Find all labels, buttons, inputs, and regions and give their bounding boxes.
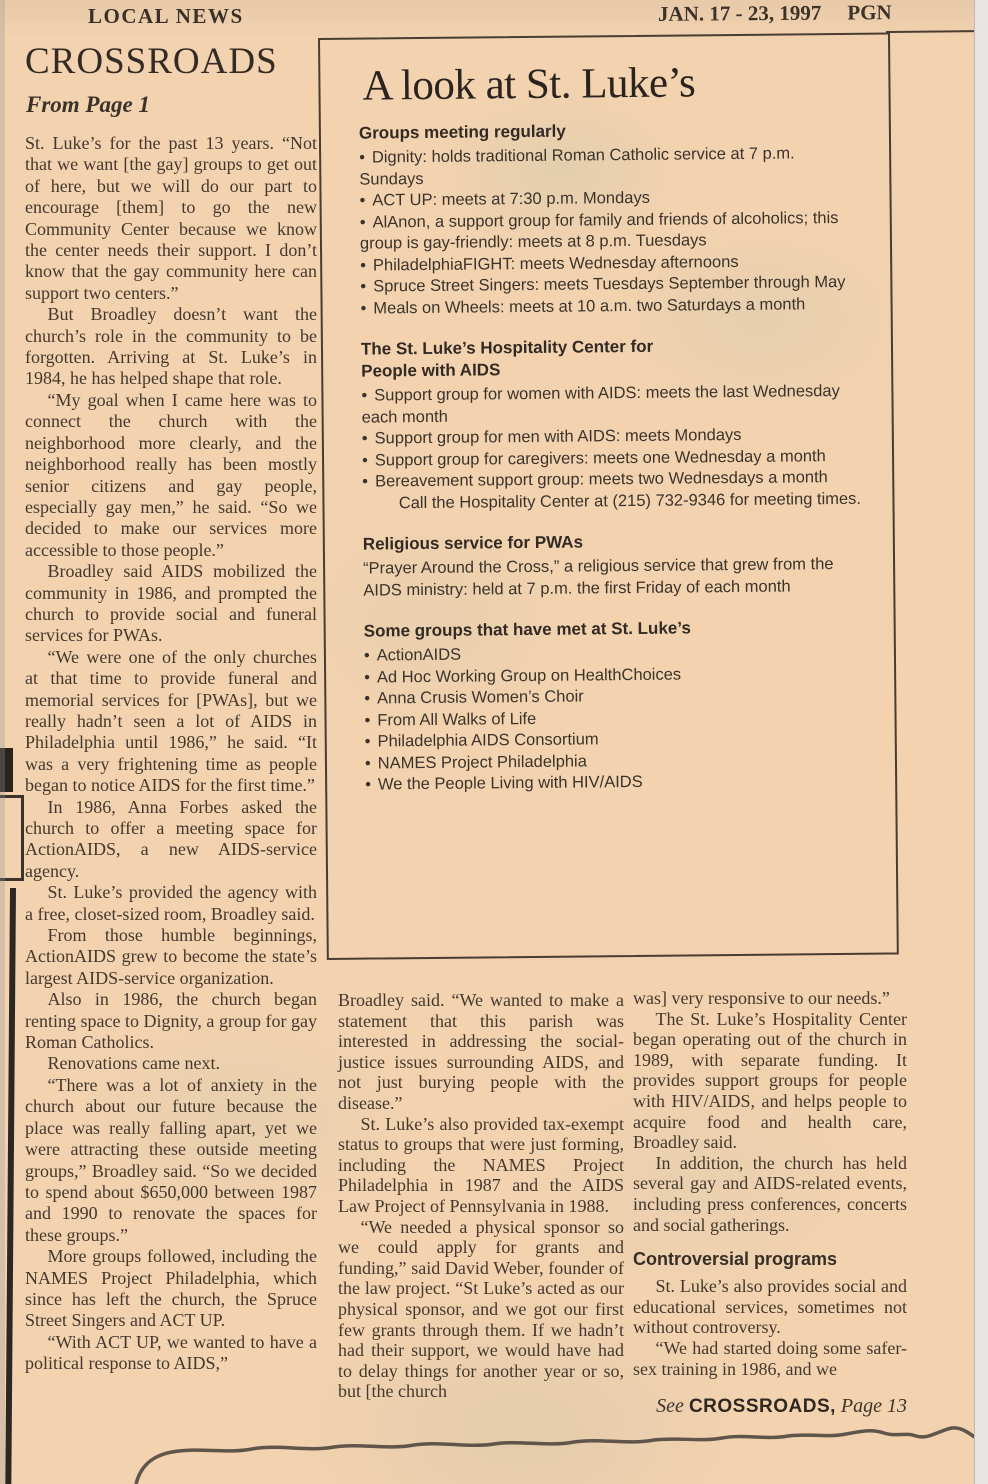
paragraph: “My goal when I came here was to connect the church with the neighborhood more clearly, and the neighborhood really has been mostly senior citizens and gay people, especially gay men,” he said. “So we decided to make our services more accessible to those people.” [25,389,317,560]
adjacent-column-artifact [5,888,16,1484]
bullet-icon: • [364,732,371,751]
list-item-text: AlAnon, a support group for family and friends of alcoholics; this group is gay-friendly: meets at 8 p.m. Tuesdays [359,208,839,253]
paragraph: “With ACT UP, we wanted to have a political response to AIDS,” [25,1331,317,1374]
list-item-text: Meals on Wheels: meets at 10 a.m. two Saturdays a month [373,294,806,317]
torn-edge-graphic [0,1426,988,1484]
list-item [365,770,869,796]
section-heading: Religious service for PWAs [362,532,584,554]
sidebar-section-religious [363,529,868,602]
masthead-date: JAN. 17 - 23, 1997 [658,0,822,26]
list-item [361,381,865,429]
paragraph: More groups followed, including the NAMES Project Philadelphia, which since has left the church, the Spruce Street Singers and ACT UP. [25,1246,317,1331]
section-text: “Prayer Around the Cross,” a religious service that grew from the AIDS ministry: held at 7 p.m. the first Friday of each month [363,555,834,600]
paragraph: In 1986, Anna Forbes asked the church to offer a meeting space for ActionAIDS, a new AIDS-service agency. [25,796,317,881]
list-item-text: Ad Hoc Working Group on HealthChoices [376,665,682,686]
bullet-icon: • [364,668,371,687]
bullet-icon: • [362,472,369,491]
list-item [360,293,864,319]
paragraph: St. Luke’s also provides social and educational services, sometimes not without controversy. [633,1276,907,1338]
list-item-text: Philadelphia AIDS Consortium [377,730,599,751]
list-item-text: NAMES Project Philadelphia [377,751,587,772]
bullet-icon: • [360,256,367,275]
paragraph: But Broadley doesn’t want the church’s role in the community to be forgotten. Arriving at St. Luke’s in 1984, he has helped shape that role. [25,304,317,389]
paragraph: was] very responsive to our needs.” [633,988,890,1008]
sidebar-section-groups [359,118,865,320]
see-label: See [656,1395,689,1418]
jump-line [633,1395,907,1418]
bullet-icon: • [364,754,371,773]
sidebar-section-hospitality [361,334,867,515]
paragraph: The St. Luke’s Hospitality Center began operating out of the church in 1989, with separate funding. It provides support groups for people with HIV/AIDS, and helps people to acquire food and health care, Broadley said. [633,1008,907,1153]
paragraph: From those humble beginnings, ActionAIDS grew to become the state’s largest AIDS-service organization. [25,925,317,988]
bullet-icon: • [361,386,368,405]
continuation-note: From Page 1 [26,92,150,117]
bullet-icon: • [359,148,366,167]
list-item-text: Support group for men with AIDS: meets Mondays [374,425,742,448]
paragraph: “We had started doing some safer-sex training in 1986, and we [633,1337,907,1379]
bullet-icon: • [360,277,367,296]
list-item-text: We the People Living with HIV/AIDS [377,772,643,794]
list-item-text: Support group for caregivers: meets one Wednesday a month [374,446,826,469]
list-item-text: From All Walks of Life [377,709,537,729]
list-item [360,207,864,255]
list-item-text: Spruce Street Singers: meets Tuesdays September through May [373,272,846,296]
bullet-icon: • [360,299,367,318]
list-item [359,143,863,191]
bullet-icon: • [365,775,372,794]
bullet-icon: • [359,213,366,232]
list-item-text: PhiladelphiaFIGHT: meets Wednesday afternoons [372,252,739,274]
paragraph: Broadley said. “We wanted to make a statement that this parish was interested in addressing the social-justice issues surrounding AIDS, and not just burying people with the disease.” [338,990,624,1113]
bullet-icon: • [363,646,370,665]
jump-ref: CROSSROADS, [688,1396,836,1418]
list-item-text: ActionAIDS [376,645,462,665]
subsection-heading: Controversial programs [633,1249,838,1270]
paragraph: “We needed a physical sponsor so we could apply for grants and funding,” said David Weber, founder of the law project. “St Luke’s acted as our physical sponsor, and we got our first few grants through them. If we hadn’t had their support, we would have had to delay things for another year or so, but [the church [338,1216,624,1402]
masthead-section-label: LOCAL NEWS [88,4,244,28]
jump-page: Page 13 [835,1395,907,1418]
paragraph: St. Luke’s for the past 13 years. “Not that we want [the gay] groups to get out of here, but we will do our part to encourage [them] to go the new Community Center because we know the center needs their support. I don’t know that the gay community here can support two centers.” [25,133,317,303]
list-item-text: Support group for women with AIDS: meets the last Wednesday each month [361,382,840,427]
paragraph: “We were one of the only churches at that time to provide funeral and memorial services for [PWAs], but we really hadn’t seen a lot of AIDS in Philadelphia until 1986,” he said. “It was a very frightening time as people began to notice AIDS for the first time.” [25,646,317,796]
paragraph: Also in 1986, the church began renting space to Dignity, a group for gay Roman Catholics. [25,989,317,1053]
paragraph: “There was a lot of anxiety in the church about our future because the place was really falling apart, yet we were attracting these outside meeting groups,” Broadley said. “So we decided to spend about $650,000 between 1987 and 1990 to renovate the spaces for these groups.” [25,1074,317,1245]
list-item-text: Bereavement support group: meets two Wednesdays a month [374,468,828,491]
masthead-date-line [658,0,892,27]
list-item-text: Anna Crusis Women’s Choir [377,687,584,708]
scan-edge-left [0,0,5,1484]
list-item-text: ACT UP: meets at 7:30 p.m. Mondays [372,188,650,210]
bullet-icon: • [364,711,371,730]
paragraph: Broadley said AIDS mobilized the community in 1986, and prompted the church to provide social and funeral services for PWAs. [25,561,317,646]
sidebar-box [318,33,899,960]
sidebar-title: A look at St. Luke’s [362,59,696,110]
paragraph: St. Luke’s provided the agency with a free, closet-sized room, Broadley said. [25,882,317,924]
article-column-2 [338,990,624,1402]
sidebar-section-past-groups [364,616,870,796]
section-heading: The St. Luke’s Hospitality Center for People with AIDS [360,336,654,381]
section-heading: Some groups that have met at St. Luke’s [363,618,691,641]
article-headline: CROSSROADS [25,41,278,82]
header-rule [886,30,988,33]
paragraph: In addition, the church has held several gay and AIDS-related events, including press conferences, concerts and social gatherings. [633,1152,907,1235]
bullet-icon: • [361,451,368,470]
bullet-icon: • [364,689,371,708]
bullet-icon: • [359,191,366,210]
article-column-3 [633,988,907,1436]
paragraph: Renovations came next. [47,1053,220,1074]
masthead-publication: PGN [847,0,893,25]
article-column-1 [25,133,317,1375]
list-item-text: Dignity: holds traditional Roman Catholic service at 7 p.m. Sundays [359,144,795,189]
phone-note: Call the Hospitality Center at (215) 732-9346 for meeting times. [398,489,862,512]
paragraph: St. Luke’s also provided tax-exempt status to groups that were just forming, including the NAMES Project Philadelphia in 1987 and the AIDS Law Project of Pennsylvania in 1988. [338,1113,624,1216]
scan-edge-right [974,0,988,1484]
bullet-icon: • [361,429,368,448]
section-heading: Groups meeting regularly [358,121,566,143]
